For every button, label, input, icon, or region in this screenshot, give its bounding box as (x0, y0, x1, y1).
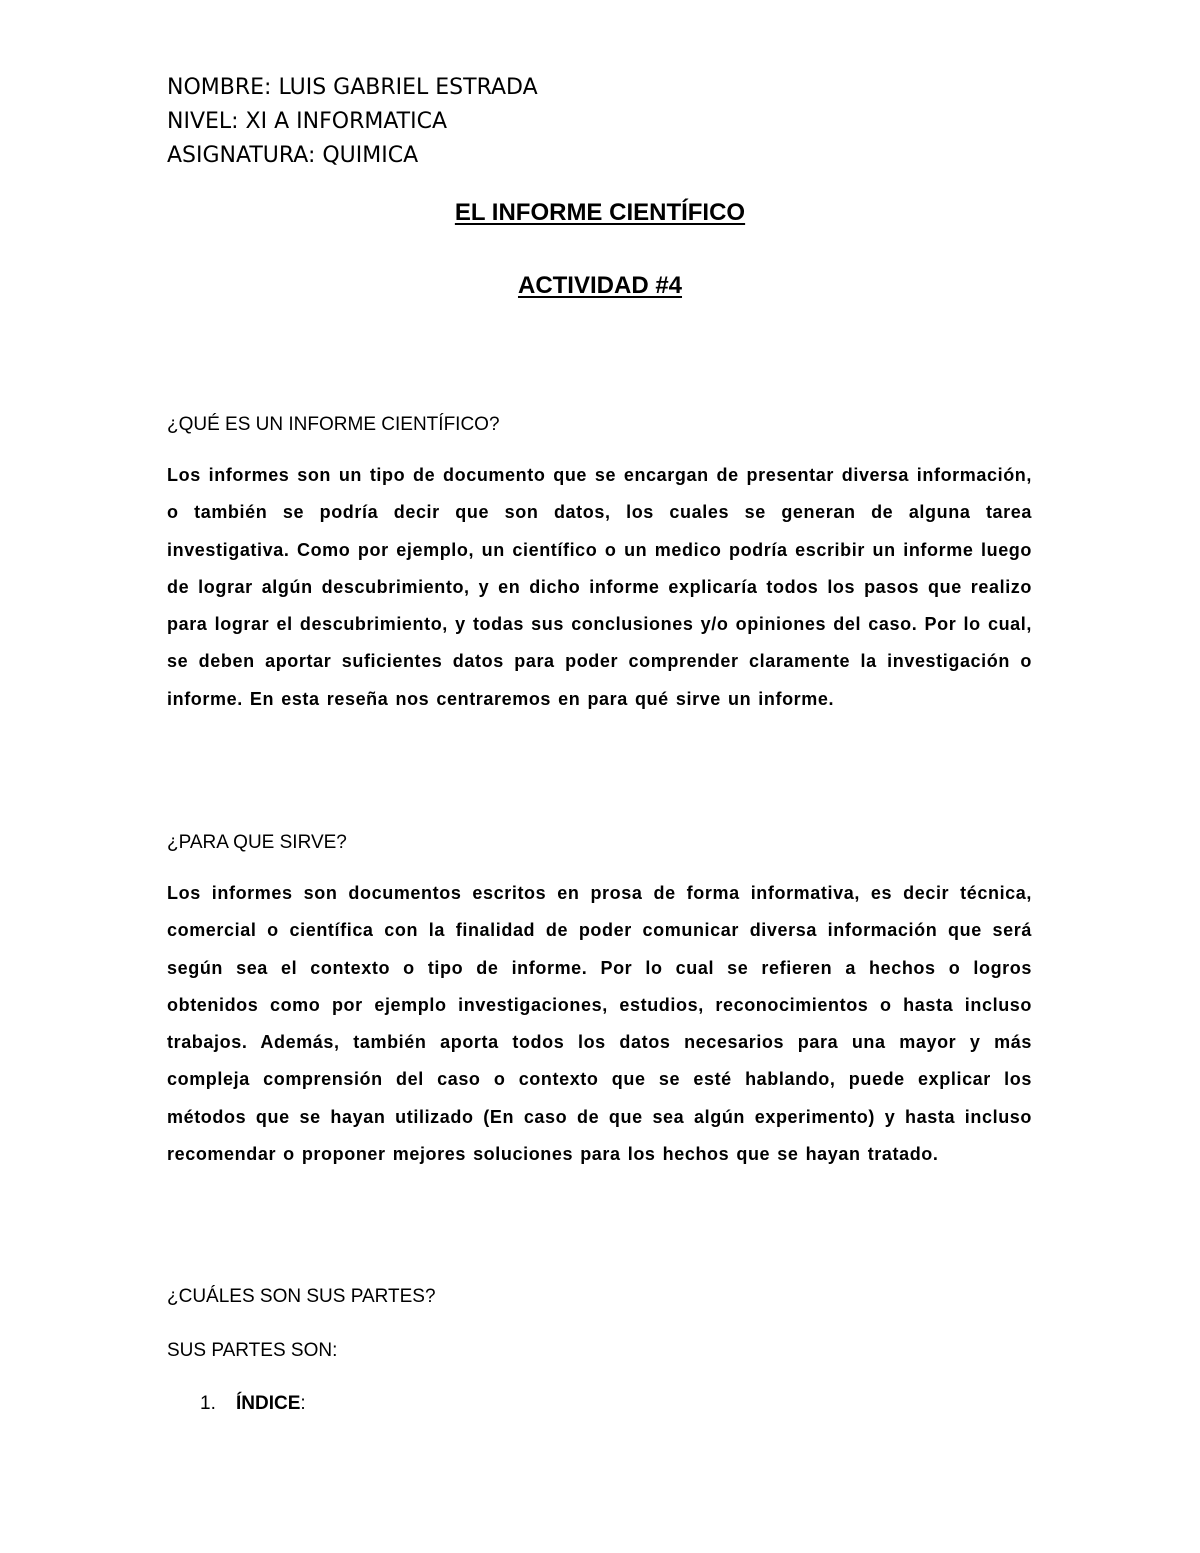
list-item (200, 1392, 306, 1416)
section-body-purpose: Los informes son documentos escritos en prosa de forma informativa, es decir técnica, comercial o científica con la finalidad de poder comunicar diversa información que será según sea el contexto o tipo de informe. Por lo cual se refieren a hechos o logros obtenidos como por ejemplo investigaciones, estudios, reconocimientos o hasta incluso trabajos. Además, también aporta todos los datos necesarios para una mayor y más compleja comprensión del caso o contexto que se esté hablando, puede explicar los métodos que se hayan utilizado (En caso de que sea algún experimento) y hasta incluso recomendar o proponer mejores soluciones para los hechos que se hayan tratado. (167, 883, 1032, 1165)
activity-title: ACTIVIDAD #4 (517, 272, 683, 299)
list-item-suffix: : (300, 1393, 306, 1414)
document-title: EL INFORME CIENTÍFICO (454, 199, 746, 226)
subject: ASIGNATURA: QUIMICA (167, 143, 419, 168)
section-heading-purpose: ¿PARA QUE SIRVE? (167, 832, 347, 853)
section-body-what-is: Los informes son un tipo de documento que se encargan de presentar diversa información, o también se podría decir que son datos, los cuales se generan de alguna tarea investigativa. Como por ejemplo, un científico o un medico podría escribir un informe luego de lograr algún descubrimiento, y en dicho informe explicaría todos los pasos que realizo para lograr el descubrimiento, y todas sus conclusiones y/o opiniones del caso. Por lo cual, se deben aportar suficientes datos para poder comprender claramente la investigación o informe. En esta reseña nos centraremos en para qué sirve un informe. (167, 465, 1032, 709)
parts-subheading: SUS PARTES SON: (167, 1340, 338, 1361)
section-heading-what-is: ¿QUÉ ES UN INFORME CIENTÍFICO? (167, 414, 500, 435)
list-item-number: 1. (200, 1393, 216, 1414)
section-heading-parts: ¿CUÁLES SON SUS PARTES? (167, 1286, 436, 1307)
student-name: NOMBRE: LUIS GABRIEL ESTRADA (167, 75, 538, 100)
student-level: NIVEL: XI A INFORMATICA (167, 109, 448, 134)
list-item-label: ÍNDICE (236, 1393, 301, 1414)
